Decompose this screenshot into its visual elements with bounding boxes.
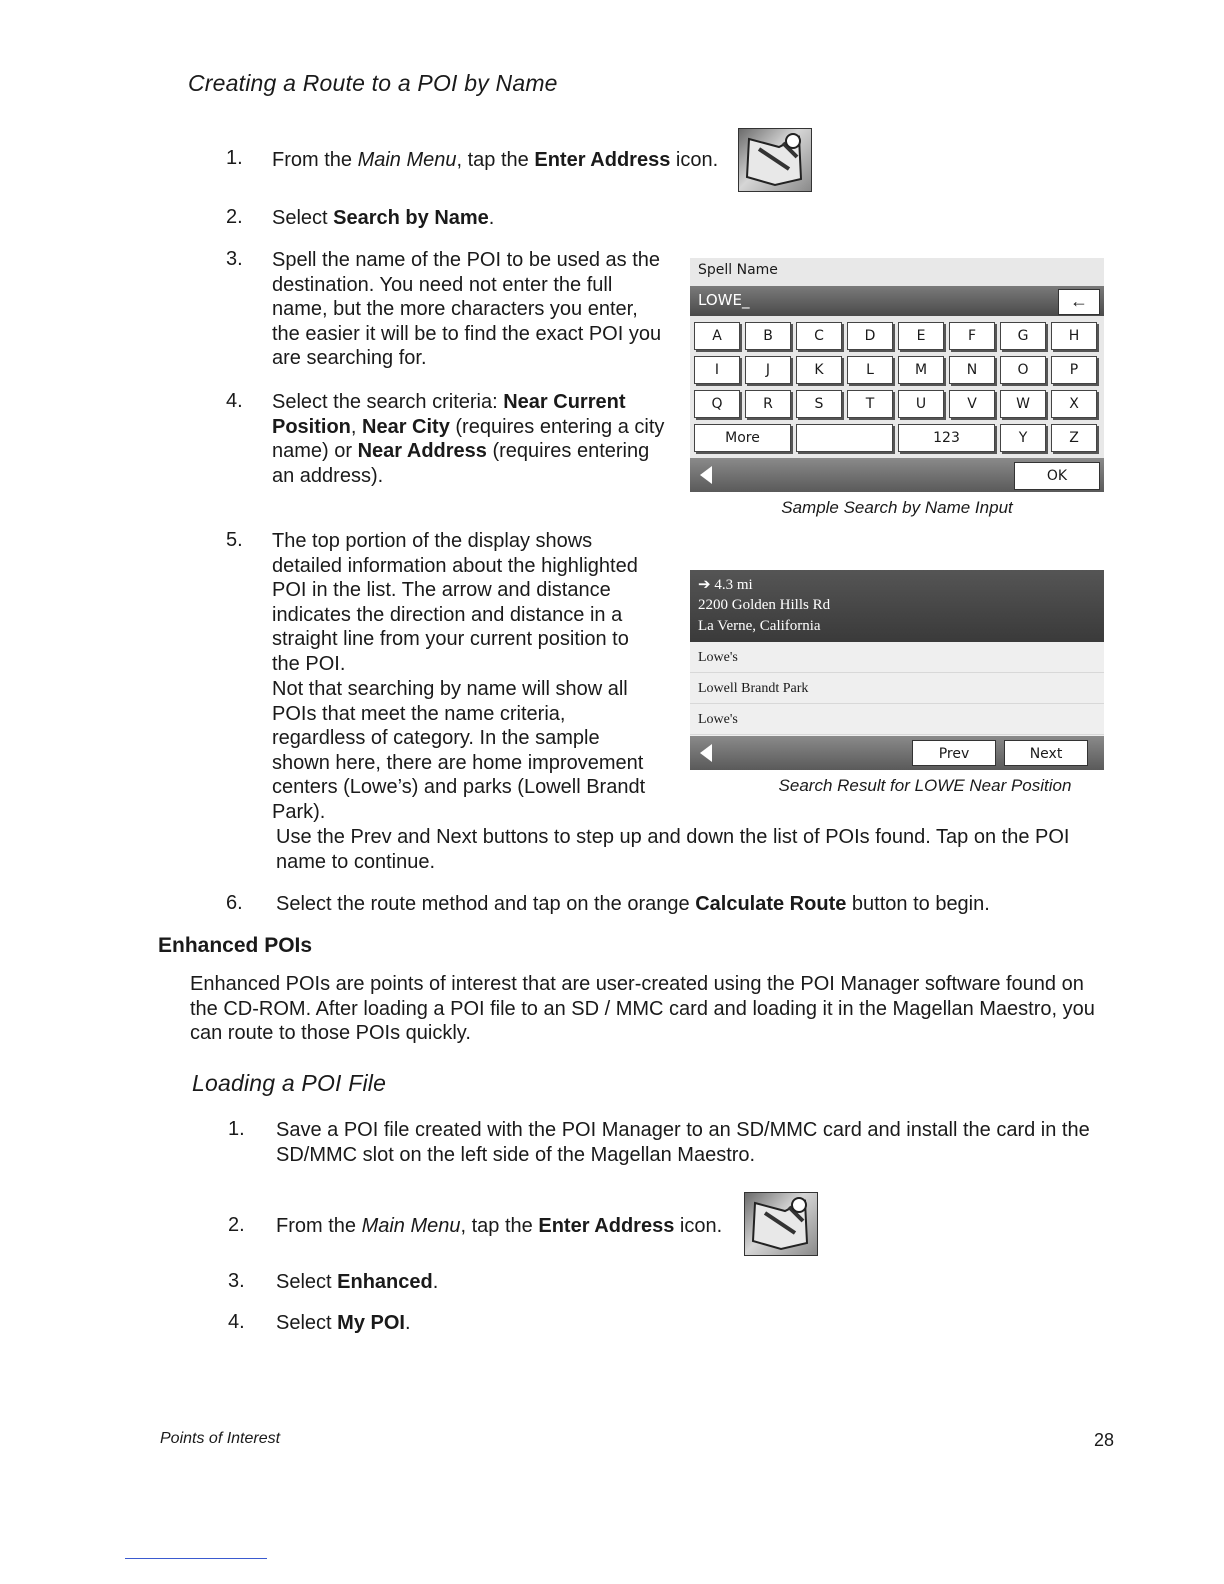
step-5-text: The top portion of the display shows detailed information about the highlighted POI in the list. The arrow and distance indicates the direction and distance in a straight line from your current position to the POI. [272,530,638,675]
key[interactable]: M [898,356,944,384]
key[interactable]: U [898,390,944,418]
footer-section: Points of Interest [160,1430,281,1447]
step-number: 2. [228,1214,245,1236]
more-key[interactable]: More [694,424,791,452]
list-item[interactable]: Lowe's [690,643,1104,673]
load-step-4-text: Select My POI. [276,1312,411,1334]
keyboard-bottom-bar [690,458,1104,492]
list-item[interactable]: Lowe's [690,705,1104,735]
key[interactable]: Q [694,390,740,418]
key[interactable]: D [847,322,893,350]
key[interactable]: A [694,322,740,350]
space-key[interactable] [796,424,893,452]
step-number: 3. [228,1270,245,1292]
key[interactable]: E [898,322,944,350]
enter-address-icon [744,1192,818,1256]
enhanced-heading: Enhanced POIs [158,934,313,957]
key[interactable]: V [949,390,995,418]
page-number: 28 [1094,1430,1115,1450]
step-1-text: From the Main Menu, tap the Enter Address icon. [272,149,719,171]
ok-button[interactable]: OK [1014,462,1100,490]
key[interactable]: Y [1000,424,1046,452]
poi-address-line2: La Verne, California [698,618,821,634]
step-number: 4. [226,390,243,412]
key[interactable]: L [847,356,893,384]
key[interactable]: K [796,356,842,384]
back-arrow-icon[interactable] [700,466,712,484]
key[interactable]: T [847,390,893,418]
key[interactable]: C [796,322,842,350]
poi-distance: ➔ 4.3 mi [698,577,753,593]
numbers-key[interactable]: 123 [898,424,995,452]
divider [125,1558,267,1559]
step-number: 1. [228,1118,245,1140]
key[interactable]: P [1051,356,1097,384]
prev-button[interactable]: Prev [912,740,996,766]
key[interactable]: R [745,390,791,418]
direction-arrow-icon: ➔ [698,577,715,593]
result-bottom-bar [690,736,1104,770]
poi-address-line1: 2200 Golden Hills Rd [698,597,831,613]
step-5-note: Not that searching by name will show all POIs that meet the name criteria, regardless of category. In the sample shown here, there are home improvement centers (Lowe’s) and parks (Lowell Brandt Park). [272,678,646,823]
step-4-text: Select the search criteria: Near Current Position, Near City (requires entering a city name) or Near Address (requires entering an address). [272,391,665,487]
key[interactable]: J [745,356,791,384]
step-number: 6. [226,892,243,914]
list-item[interactable]: Lowell Brandt Park [690,674,1104,704]
key[interactable]: N [949,356,995,384]
enhanced-paragraph: Enhanced POIs are points of interest that are user-created using the POI Manager software found on the CD-ROM. After loading a POI file to an SD / MMC card and loading it in the Magellan Maestro, you can route to those POIs quickly. [190,973,1095,1044]
key[interactable]: B [745,322,791,350]
section-heading-loading: Loading a POI File [192,1070,387,1096]
spell-name-input[interactable] [690,286,1104,316]
load-step-2-text: From the Main Menu, tap the Enter Address icon. [276,1215,723,1237]
enter-address-icon [738,128,812,192]
backspace-button[interactable]: ← [1058,289,1100,315]
key[interactable]: Z [1051,424,1097,452]
load-step-3-text: Select Enhanced. [276,1271,439,1293]
key[interactable]: S [796,390,842,418]
step-number: 4. [228,1311,245,1333]
section-heading-route: Creating a Route to a POI by Name [188,70,558,96]
keyboard-caption: Sample Search by Name Input [781,498,1013,517]
step-number: 3. [226,248,243,270]
key[interactable]: X [1051,390,1097,418]
poi-detail-panel [690,570,1104,642]
step-number: 1. [226,147,243,169]
next-button[interactable]: Next [1004,740,1088,766]
step-number: 5. [226,529,243,551]
key[interactable]: F [949,322,995,350]
key[interactable]: H [1051,322,1097,350]
step-2-text: Select Search by Name. [272,207,495,229]
search-result-screenshot [690,570,1104,770]
key[interactable]: G [1000,322,1046,350]
back-arrow-icon[interactable] [700,744,712,762]
spell-name-screenshot [690,258,1104,492]
spell-name-value: LOWE_ [698,291,750,309]
step-6-text: Select the route method and tap on the orange Calculate Route button to begin. [276,893,990,915]
search-result-caption: Search Result for LOWE Near Position [778,776,1072,795]
spell-name-title: Spell Name [698,262,778,278]
load-step-1-text: Save a POI file created with the POI Manager to an SD/MMC card and install the card in the SD/MMC slot on the left side of the Magellan Maestro. [276,1119,1090,1166]
key[interactable]: I [694,356,740,384]
key[interactable]: W [1000,390,1046,418]
step-3-text: Spell the name of the POI to be used as the destination. You need not enter the full name, but the more characters you enter, the easier it will be to find the exact POI you are searching for. [272,249,662,369]
key[interactable]: O [1000,356,1046,384]
step-5-instructions: Use the Prev and Next buttons to step up and down the list of POIs found. Tap on the POI name to continue. [276,826,1070,873]
step-number: 2. [226,206,243,228]
